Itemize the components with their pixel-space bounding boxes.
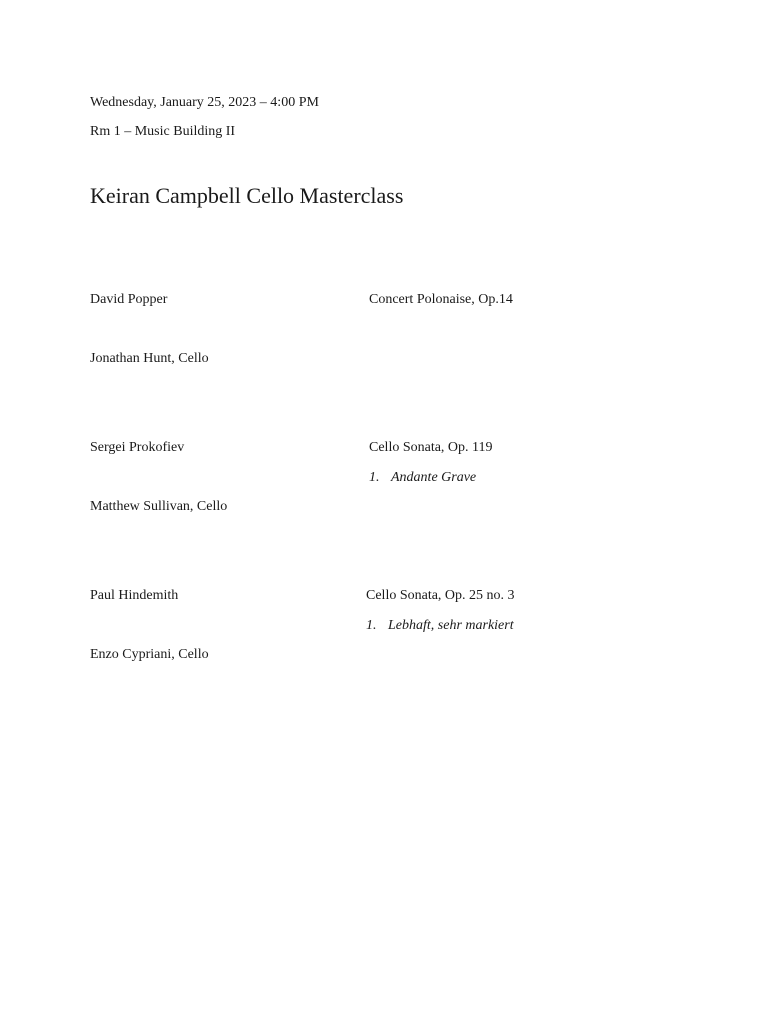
work-title: Cello Sonata, Op. 119 (369, 440, 493, 455)
movement-number: 1. (366, 618, 377, 633)
event-location: Rm 1 – Music Building II (90, 124, 236, 139)
movement-title: Lebhaft, sehr markiert (388, 618, 514, 633)
performer-name: Matthew Sullivan, Cello (90, 499, 228, 514)
work-title: Cello Sonata, Op. 25 no. 3 (366, 588, 515, 603)
movement-title: Andante Grave (391, 470, 477, 485)
composer-name: David Popper (90, 292, 168, 307)
work-title: Concert Polonaise, Op.14 (369, 292, 513, 307)
event-date-time: Wednesday, January 25, 2023 – 4:00 PM (90, 95, 319, 110)
movement-item (369, 469, 476, 487)
composer-name: Paul Hindemith (90, 588, 179, 603)
performer-name: Enzo Cypriani, Cello (90, 647, 209, 662)
performer-name: Jonathan Hunt, Cello (90, 351, 209, 366)
movement-item (366, 617, 514, 635)
composer-name: Sergei Prokofiev (90, 440, 185, 455)
movement-number: 1. (369, 470, 380, 485)
page-title: Keiran Campbell Cello Masterclass (90, 183, 404, 208)
